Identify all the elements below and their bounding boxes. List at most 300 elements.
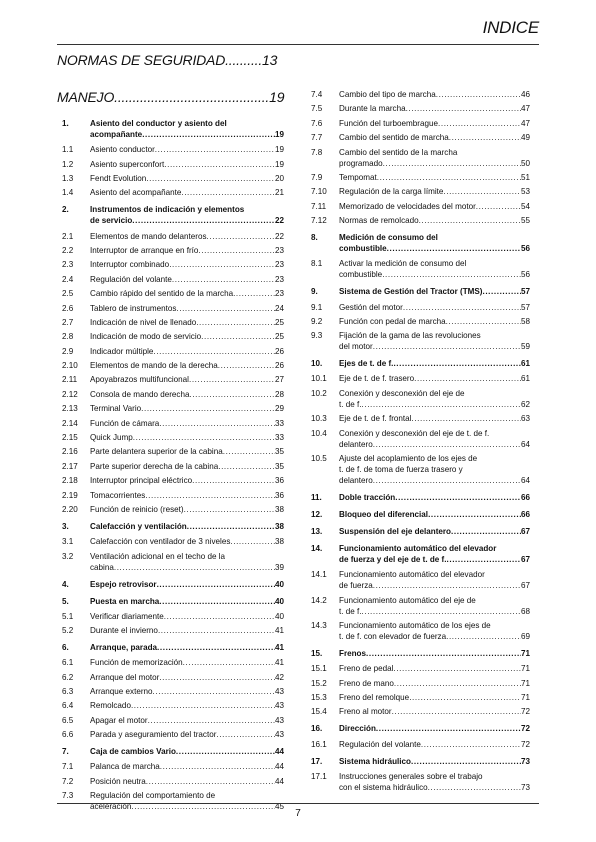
toc-entry <box>62 389 284 400</box>
toc-page-number: 35 <box>274 447 284 457</box>
toc-entry <box>62 288 284 299</box>
toc-section-entry <box>62 596 284 607</box>
toc-right-column <box>311 89 530 796</box>
toc-page-number: 25 <box>274 332 284 342</box>
toc-entry <box>311 89 530 100</box>
toc-page-number: 61 <box>520 374 530 384</box>
toc-entry-number: 17. <box>311 756 323 766</box>
toc-leader-dots <box>164 159 275 170</box>
toc-entry-title: Posición neutra <box>90 776 146 786</box>
toc-page-number: 56 <box>520 270 530 280</box>
toc-entry <box>62 715 284 726</box>
toc-page-number: 23 <box>274 289 284 299</box>
toc-entry <box>311 302 530 313</box>
toc-leader-dots <box>158 625 275 636</box>
toc-entry-number: 2.7 <box>62 317 74 327</box>
toc-entry-title: Elementos de mando delanteros <box>90 231 207 241</box>
toc-leader-dots <box>153 346 275 357</box>
toc-entry-number: 6.1 <box>62 658 74 668</box>
toc-entry <box>311 186 530 197</box>
toc-entry-number: 2.10 <box>62 361 78 371</box>
toc-entry-title: Regulación del volante <box>339 739 421 749</box>
toc-leader-dots <box>411 756 521 767</box>
toc-leader-dots <box>414 373 521 384</box>
toc-entry <box>311 118 530 129</box>
toc-entry-title: Freno de mano <box>339 678 394 688</box>
toc-leader-dots <box>184 504 275 515</box>
toc-entry-title: Palanca de marcha <box>90 762 160 772</box>
toc-entry-title: Funcionamiento automático del elevador <box>339 570 485 580</box>
toc-entry-title: Bloqueo del diferencial <box>339 510 429 520</box>
toc-entry-number: 9.3 <box>311 331 323 341</box>
toc-page-number: 67 <box>520 555 530 565</box>
toc-leader-dots <box>181 187 275 198</box>
toc-entry-title: t. de f. <box>339 606 362 616</box>
toc-leader-dots <box>153 686 275 697</box>
toc-page-number: 27 <box>274 375 284 385</box>
toc-entry-number: 2.16 <box>62 447 78 457</box>
toc-entry-title: Ventilación adicional en el techo de la <box>90 551 225 561</box>
toc-entry-number: 7.11 <box>311 201 327 211</box>
toc-page-number: 71 <box>520 664 530 674</box>
toc-entry-title: Medición de consumo del <box>339 233 438 243</box>
toc-page-number: 33 <box>274 418 284 428</box>
toc-leader-dots <box>411 413 521 424</box>
toc-entry <box>311 132 530 143</box>
toc-entry <box>311 692 530 703</box>
toc-entry-title: Conexión y desconexión del eje de <box>339 388 465 398</box>
toc-entry-title: Arranque externo <box>90 687 153 697</box>
toc-entry-title: Tempomat <box>339 172 377 182</box>
toc-entry-title: Función con pedal de marcha <box>339 316 446 326</box>
toc-page-number: 43 <box>274 730 284 740</box>
toc-entry <box>62 274 284 285</box>
toc-section-entry <box>62 521 284 532</box>
toc-section-entry <box>311 543 530 565</box>
toc-page-number: 69 <box>520 632 530 641</box>
toc-leader-dots <box>159 418 275 429</box>
toc-entry-title: Tablero de instrumentos <box>90 303 177 313</box>
toc-entry-number: 16. <box>311 724 323 734</box>
toc-page-number: 66 <box>520 493 530 503</box>
page-number: 7 <box>295 808 301 819</box>
toc-leader-dots <box>216 729 275 740</box>
toc-entry-number: 9. <box>311 287 318 297</box>
toc-entry-number: 3. <box>62 521 69 531</box>
toc-entry <box>311 706 530 717</box>
toc-entry-title: Remolcado <box>90 701 131 711</box>
toc-entry-title: Parte superior derecha de la cabina <box>90 461 219 471</box>
toc-section-entry <box>311 492 530 503</box>
toc-page-number: 46 <box>520 90 530 99</box>
toc-entry-number: 1.1 <box>62 145 74 155</box>
toc-page-number: 38 <box>274 521 284 531</box>
toc-page-number: 36 <box>274 490 284 500</box>
toc-entry-number: 10. <box>311 359 323 369</box>
toc-page-number: 54 <box>520 201 530 211</box>
toc-entry-title: Conexión y desconexión del eje de t. de f. <box>339 428 490 438</box>
toc-entry <box>311 215 530 226</box>
toc-entry <box>311 413 530 424</box>
toc-leader-dots <box>428 509 521 520</box>
toc-leader-dots <box>155 144 275 155</box>
toc-entry-title: Suspensión del eje delantero <box>339 527 451 537</box>
toc-leader-dots <box>146 776 275 787</box>
toc-entry <box>311 569 530 591</box>
toc-page-number: 55 <box>520 216 530 226</box>
toc-entry-title: Freno del remolque <box>339 692 410 702</box>
toc-page-number: 73 <box>520 782 530 792</box>
toc-page-number: 40 <box>274 596 284 606</box>
toc-leader-dots <box>406 103 521 114</box>
toc-entry-number: 2.6 <box>62 303 74 313</box>
toc-entry <box>62 245 284 256</box>
toc-entry-number: 7.3 <box>62 791 74 801</box>
toc-entry-number: 14. <box>311 544 323 554</box>
toc-entry <box>62 729 284 740</box>
toc-page-number: 57 <box>520 287 530 297</box>
toc-entry <box>62 490 284 501</box>
toc-entry <box>62 331 284 342</box>
toc-leader-dots <box>476 201 521 212</box>
toc-entry-number: 8.1 <box>311 259 323 269</box>
toc-leader-dots <box>145 490 275 501</box>
toc-section-entry <box>62 642 284 653</box>
toc-page-number: 43 <box>274 687 284 697</box>
toc-entry <box>311 388 530 410</box>
toc-entry-title: Normas de remolcado <box>339 216 419 226</box>
toc-entry <box>62 360 284 371</box>
toc-section-entry <box>311 723 530 734</box>
toc-entry-title: Interruptor de arranque en frío <box>90 245 199 255</box>
toc-leader-dots <box>131 700 275 711</box>
toc-entry <box>62 700 284 711</box>
toc-page-number: 36 <box>274 476 284 486</box>
toc-leader-dots <box>189 374 275 385</box>
toc-leader-dots <box>395 492 521 503</box>
toc-entry-number: 2.17 <box>62 461 78 471</box>
toc-entry-number: 1. <box>62 119 69 128</box>
toc-section-entry <box>62 579 284 590</box>
toc-leader-dots <box>482 286 521 297</box>
toc-entry <box>311 620 530 642</box>
toc-page-number: 62 <box>520 399 530 409</box>
toc-page-number: 50 <box>520 158 530 168</box>
toc-page-number: 44 <box>274 776 284 786</box>
toc-entry <box>311 330 530 352</box>
toc-leader-dots <box>218 360 275 371</box>
toc-page-number: 41 <box>274 643 284 653</box>
toc-entry <box>311 103 530 114</box>
toc-page-number: 59 <box>520 342 530 352</box>
toc-leader-dots <box>421 739 521 750</box>
toc-entry <box>62 418 284 429</box>
toc-entry <box>62 159 284 170</box>
toc-entry-number: 7.4 <box>311 90 323 99</box>
toc-entry-number: 4. <box>62 579 69 589</box>
toc-leader-dots <box>438 118 521 129</box>
toc-entry-title: cabina <box>90 562 114 572</box>
toc-section-entry <box>311 286 530 297</box>
toc-page-number: 23 <box>274 274 284 284</box>
toc-leader-dots <box>142 129 275 140</box>
toc-entry-number: 14.2 <box>311 595 327 605</box>
toc-page-number: 57 <box>520 302 530 312</box>
toc-page-number: 47 <box>520 104 530 114</box>
toc-entry-number: 17.1 <box>311 771 327 781</box>
toc-entry <box>62 303 284 314</box>
toc-leader-dots <box>393 663 521 674</box>
toc-entry-title: Calefacción con ventilador de 3 niveles <box>90 537 231 547</box>
toc-entry-title: Terminal Vario <box>90 404 142 414</box>
toc-entry-title: t. de f. con elevador de fuerza <box>339 632 447 641</box>
toc-entry-title: Fijación de la gama de las revoluciones <box>339 331 481 341</box>
toc-entry-title: Espejo retrovisor <box>90 579 157 589</box>
toc-leader-dots <box>187 521 275 532</box>
toc-entry-title: Asiento superconfort <box>90 159 165 169</box>
toc-entry <box>62 686 284 697</box>
toc-leader-dots <box>176 303 275 314</box>
toc-page-number: 24 <box>274 303 284 313</box>
toc-entry-number: 3.1 <box>62 537 74 547</box>
toc-leader-dots <box>189 389 275 400</box>
toc-entry-title: Sistema de Gestión del Tractor (TMS) <box>339 287 483 297</box>
toc-entry-title: Apoyabrazos multifuncional <box>90 375 189 385</box>
toc-entry <box>62 776 284 787</box>
toc-page-number: 49 <box>520 133 530 143</box>
toc-entry-number: 2.4 <box>62 274 74 284</box>
toc-entry <box>311 739 530 750</box>
toc-entry-title: Verificar diariamente <box>90 611 164 621</box>
toc-page-number: 22 <box>274 231 284 241</box>
toc-entry-title: t. de f. de toma de fuerza trasero y <box>339 465 463 475</box>
toc-leader-dots <box>383 158 521 169</box>
toc-entry <box>311 678 530 689</box>
toc-entry <box>311 428 530 450</box>
toc-entry-title: Función de cámara <box>90 418 160 428</box>
toc-leader-dots <box>446 316 521 327</box>
toc-leader-dots <box>428 782 521 793</box>
toc-leader-dots <box>192 475 275 486</box>
toc-entry-number: 2.3 <box>62 260 74 270</box>
toc-leader-dots <box>141 403 275 414</box>
toc-entry-number: 12. <box>311 510 323 520</box>
toc-entry-title: Fendt Evolution <box>90 173 147 183</box>
toc-entry-number: 2.2 <box>62 245 74 255</box>
toc-entry-number: 5.2 <box>62 626 74 636</box>
toc-entry-number: 7.2 <box>62 776 74 786</box>
toc-entry <box>311 373 530 384</box>
toc-page-number: 20 <box>274 173 284 183</box>
toc-page-number: 51 <box>520 172 530 182</box>
toc-entry-number: 2.19 <box>62 490 78 500</box>
toc-entry-title: Cambio rápido del sentido de la marcha <box>90 289 234 299</box>
toc-entry-title: Puesta en marcha <box>90 596 160 606</box>
toc-page-number: 71 <box>520 678 530 688</box>
toc-page-number: 28 <box>274 389 284 399</box>
toc-leader-dots <box>394 678 521 689</box>
toc-leader-dots <box>419 215 521 226</box>
toc-entry-number: 6.6 <box>62 730 74 740</box>
toc-entry <box>62 187 284 198</box>
toc-leader-dots <box>223 446 275 457</box>
toc-entry-title: Funcionamiento automático de los ejes de <box>339 621 491 630</box>
toc-entry <box>62 761 284 772</box>
toc-entry-number: 15.3 <box>311 692 327 702</box>
toc-leader-dots <box>114 562 275 573</box>
toc-leader-dots <box>198 245 275 256</box>
toc-leader-dots <box>160 761 275 772</box>
toc-entry <box>311 316 530 327</box>
toc-leader-dots <box>366 648 521 659</box>
toc-entry <box>62 657 284 668</box>
toc-page-number: 44 <box>274 747 284 757</box>
toc-entry-title: Regulación de la carga límite <box>339 187 444 197</box>
toc-page-number: 56 <box>520 244 530 254</box>
toc-entry-number: 6.5 <box>62 715 74 725</box>
toc-section-entry <box>62 204 284 226</box>
toc-entry-number: 1.3 <box>62 173 74 183</box>
toc-entry <box>62 536 284 547</box>
toc-section-entry <box>62 746 284 757</box>
toc-leader-dots <box>447 554 521 565</box>
toc-leader-dots <box>377 172 521 183</box>
toc-page-number: 38 <box>274 504 284 514</box>
toc-entry-number: 2.14 <box>62 418 78 428</box>
toc-entry-title: Eje de t. de f. trasero <box>339 374 415 384</box>
toc-page-number: 26 <box>274 346 284 356</box>
toc-leader-dots <box>169 259 275 270</box>
section-manejo: MANEJO..........................................19 <box>57 89 285 105</box>
toc-entry-number: 9.2 <box>311 316 323 326</box>
toc-leader-dots <box>362 606 521 617</box>
toc-entry-number: 7.5 <box>311 104 323 114</box>
toc-leader-dots <box>148 715 275 726</box>
toc-entry-title: acompañante <box>90 130 143 139</box>
toc-entry <box>62 346 284 357</box>
toc-leader-dots <box>233 288 275 299</box>
toc-leader-dots <box>157 579 275 590</box>
toc-entry <box>62 672 284 683</box>
toc-entry-title: Regulación del comportamiento de <box>90 791 216 801</box>
toc-page-number: 67 <box>520 527 530 537</box>
toc-leader-dots <box>207 231 275 242</box>
toc-entry-title: Doble tracción <box>339 493 396 503</box>
toc-leader-dots <box>446 631 521 642</box>
toc-entry-number: 2.20 <box>62 504 78 514</box>
toc-entry-number: 7.6 <box>311 118 323 128</box>
toc-entry-title: Durante el invierno <box>90 626 158 636</box>
toc-page-number: 19 <box>274 130 284 139</box>
toc-section-entry <box>311 509 530 520</box>
toc-entry-title: Asiento del conductor y asiento del <box>90 119 227 128</box>
toc-entry-title: Ajuste del acoplamiento de los ejes de <box>339 454 478 464</box>
toc-entry <box>62 625 284 636</box>
toc-page-number: 63 <box>520 414 530 424</box>
toc-entry-number: 2.15 <box>62 433 78 443</box>
toc-entry-title: Freno al motor <box>339 707 392 717</box>
toc-entry-title: Tomacorrientes <box>90 490 146 500</box>
toc-entry <box>311 147 530 169</box>
toc-leader-dots <box>373 439 521 450</box>
toc-section-entry <box>311 526 530 537</box>
toc-page-number: 29 <box>274 404 284 414</box>
toc-entry-number: 7.9 <box>311 172 323 182</box>
toc-entry-number: 8. <box>311 233 318 243</box>
toc-entry-number: 15.1 <box>311 664 327 674</box>
toc-page-number: 42 <box>274 672 284 682</box>
toc-entry <box>62 231 284 242</box>
toc-entry-title: delantero <box>339 476 373 486</box>
toc-entry-title: Asiento del acompañante <box>90 188 182 198</box>
toc-page-number: 58 <box>520 316 530 326</box>
toc-leader-dots <box>133 432 275 443</box>
header-title: INDICE <box>482 18 539 37</box>
toc-entry-number: 2.1 <box>62 231 74 241</box>
toc-entry <box>62 374 284 385</box>
toc-entry-title: Funcionamiento automático del eje de <box>339 595 476 605</box>
toc-entry <box>62 611 284 622</box>
toc-entry-number: 2.12 <box>62 389 78 399</box>
toc-entry-title: Ejes de t. de f. <box>339 359 394 369</box>
toc-leader-dots <box>392 706 521 717</box>
toc-leader-dots <box>176 746 275 757</box>
toc-entry-number: 6. <box>62 643 69 653</box>
toc-page-number: 45 <box>274 802 284 812</box>
toc-page-number: 43 <box>274 701 284 711</box>
toc-leader-dots <box>387 243 521 254</box>
toc-entry-number: 3.2 <box>62 551 74 561</box>
toc-page-number: 26 <box>274 361 284 371</box>
toc-page-number: 23 <box>274 245 284 255</box>
toc-page-number: 72 <box>520 739 530 749</box>
toc-entry-number: 13. <box>311 527 323 537</box>
toc-section-entry <box>311 648 530 659</box>
toc-entry-title: Función de reinicio (reset) <box>90 504 184 514</box>
toc-page-number: 47 <box>520 118 530 128</box>
toc-page-number: 38 <box>274 537 284 547</box>
toc-left-column <box>62 118 284 816</box>
toc-page-number: 33 <box>274 433 284 443</box>
toc-entry-number: 10.1 <box>311 374 327 384</box>
toc-leader-dots <box>218 461 275 472</box>
toc-entry-title: Quick Jump <box>90 433 133 443</box>
toc-entry-number: 10.5 <box>311 454 327 464</box>
toc-entry-number: 2.5 <box>62 289 74 299</box>
toc-entry-title: Parte delantera superior de la cabina <box>90 447 223 457</box>
toc-entry <box>62 317 284 328</box>
toc-entry-title: de servicio <box>90 216 133 226</box>
toc-entry <box>311 663 530 674</box>
toc-leader-dots <box>403 302 521 313</box>
toc-entry <box>62 504 284 515</box>
toc-entry-title: Regulación del volante <box>90 274 172 284</box>
toc-page-number: 40 <box>274 579 284 589</box>
toc-page-number: 67 <box>520 581 530 591</box>
toc-leader-dots <box>196 317 275 328</box>
toc-entry-number: 5.1 <box>62 611 74 621</box>
toc-entry-title: Interruptor principal eléctrico <box>90 476 193 486</box>
toc-page-number: 61 <box>520 359 530 369</box>
toc-page-number: 64 <box>520 439 530 449</box>
toc-page-number: 40 <box>274 611 284 621</box>
toc-entry-title: Cambio del sentido de marcha <box>339 133 449 143</box>
toc-entry <box>62 475 284 486</box>
toc-entry <box>62 551 284 573</box>
toc-entry-title: Eje de t. de f. frontal <box>339 414 412 424</box>
toc-entry-title: Activar la medición de consumo del <box>339 259 467 269</box>
toc-entry-title: Durante la marcha <box>339 104 406 114</box>
